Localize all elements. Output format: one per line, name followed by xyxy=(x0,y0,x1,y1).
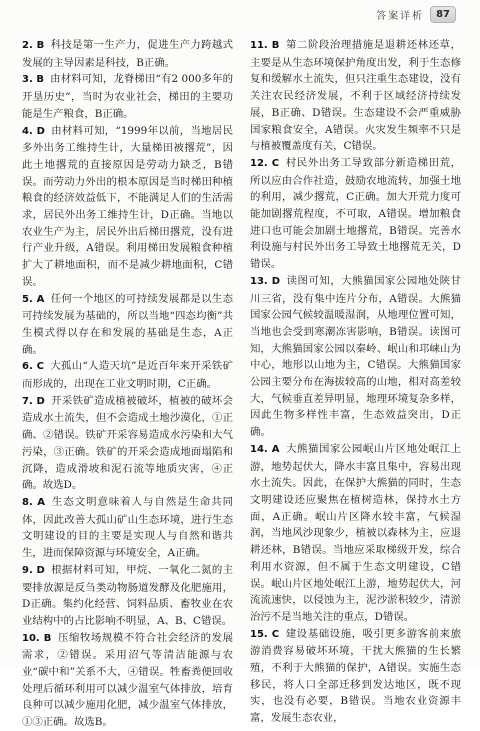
answer-item xyxy=(250,441,461,626)
answer-explanation: 大孤山“人造天坑”是近百年来开采铁矿而形成的，出现在工业文明时期，C正确。 xyxy=(22,360,233,391)
page-header xyxy=(376,5,456,23)
answer-label: 6. C xyxy=(22,361,44,373)
answer-label: 8. A xyxy=(22,496,45,508)
answer-label: 3. B xyxy=(22,74,45,86)
answer-item xyxy=(250,37,461,155)
answer-item xyxy=(22,358,233,392)
answer-item xyxy=(250,626,461,727)
answer-label: 9. D xyxy=(22,564,45,576)
answer-explanation: 开采铁矿造成植被破坏，植被的破坏会造成水土流失，但不会造成土地沙漠化，①正确、②错误。铁矿开采容易造成水污染和大气污染，③正确。铁矿的开采会造成地面塌陷和沉降，造成滑坡和泥石流等地质灾害，④正确。故选D。 xyxy=(22,394,234,492)
answer-item xyxy=(22,71,233,122)
answer-item xyxy=(22,37,233,71)
answer-item xyxy=(250,155,461,273)
answer-label: 7. D xyxy=(22,395,45,407)
answer-explanation: 压缩牧场规模不符合社会经济的发展需求，②错误。采用沼气等清洁能源与农业“碳中和”关系不大，④错误。牲畜粪便回收处理后循环利用可以减少温室气体排放，培育良种可以减少施用化肥，减少温室气体排放，①③正确。故选B。 xyxy=(22,631,233,729)
answer-explanation: 任何一个地区的可持续发展都是以生态可持续发展为基础的，所以当地“四态均衡”共生模式得以存在和发展的基础是生态，A正确。 xyxy=(22,292,234,356)
answer-item xyxy=(250,273,461,441)
left-column xyxy=(22,37,234,729)
answer-explanation: 大熊猫国家公园岷山片区地处岷江上游，地势起伏大，降水丰富且集中，容易出现水土流失。因此，在保护大熊猫的同时，生态文明建设还应聚焦在植树造林，保持水土方面，A正确。岷山片区降水较丰富，气候湿润，当地风沙现象少，植被以森林为主，应退耕还林，B错误。当地应采取梯级开发，综合利用水资源，但不属于生态文明建设，C错误。岷山片区地处岷江上游，地势起伏大，河流流速快，以侵蚀为主，泥沙淤积较少，清淤治污不是当地关注的重点，D错误。 xyxy=(250,442,461,623)
answer-item xyxy=(22,291,233,359)
answer-label: 14. A xyxy=(250,443,280,455)
section-title: 答案详析 xyxy=(376,10,425,22)
answer-explanation: 读图可知，大熊猫国家公园地处陕甘川三省，没有集中连片分布，A错误。大熊猫国家公园气候较温暖湿润，从地理位置可知，当地也会受到寒潮冻害影响，B错误。读图可知，大熊猫国家公园以秦岭、岷山和邛崃山为中心，地形以山地为主，C错误。大熊猫国家公园主要分布在海拔较高的山地，相对高差较大，气候垂直差异明显，地理环境复杂多样，因此生物多样性丰富，生态效益突出，D正确。 xyxy=(250,274,462,439)
answer-explanation: 科技是第一生产力，促进生产力跨越式发展的主导因素是科技，B正确。 xyxy=(22,39,233,69)
answer-label: 11. B xyxy=(250,40,280,51)
right-column xyxy=(250,37,462,725)
answer-explanation: 由材料可知，“1999年以前，当地居民多外出务工维持生计，大量梯田被撂荒”，因此土地撂荒的直接原因是劳动力缺乏，B错误。而劳动力外出的根本原因是当时梯田种植粮食的经济效益低下，不能满足人们的生活需求，居民外出务工维持生计，D正确。当地以农业生产为主，居民外出后梯田撂荒，没有进行产业升级，A错误。利用梯田发展粮食种植扩大了耕地面积，而不是减少耕地面积，C错误。 xyxy=(22,124,233,288)
answer-explanation: 建设基础设施，吸引更多游客前来旅游消费容易破坏环境，干扰大熊猫的生长繁殖，不利于大熊猫的保护，A错误。实施生态移民，将人口全部迁移到发达地区，既不现实，也没有必要，B错误。当地农业资源丰富，发展生态农业， xyxy=(250,627,461,725)
answer-item xyxy=(22,630,233,731)
answer-label: 5. A xyxy=(22,293,45,305)
answer-item xyxy=(22,393,233,494)
answer-label: 13. D xyxy=(250,275,281,287)
answer-explanation: 村民外出务工导致部分新造梯田荒，所以应由合作社造，鼓励农地流转，加强土地的利用，减少撂荒，C正确。加大开荒力度可能加剧撂荒程度，不可取，A错误。增加粮食进口也可能会加剧土地撂荒，B错误。完善水利设施与村民外出务工导致土地撂荒无关，D错误。 xyxy=(250,156,461,271)
answer-item xyxy=(22,123,233,291)
answer-label: 4. D xyxy=(22,125,45,137)
answer-label: 10. B xyxy=(22,632,52,644)
answer-explanation: 由材料可知，龙脊梯田“有2 000多年的开垦历史”，当时为农业社会，梯田的主要功能是生产粮食，B正确。 xyxy=(22,73,233,120)
answer-item xyxy=(22,494,233,562)
answer-explanation: 根据材料可知，甲烷、一氧化二氮的主要排放源是反刍类动物肠道发酵及化肥施用，D正确。集约化经营、饲料品质、畜牧业在农业结构中的占比影响不明显，A、B、C错误。 xyxy=(22,563,234,627)
page-number-badge: 87 xyxy=(430,6,456,23)
answer-label: 2. B xyxy=(22,40,45,51)
answer-label: 15. C xyxy=(250,628,280,640)
answer-item xyxy=(22,562,233,630)
answer-label: 12. C xyxy=(250,157,280,169)
answer-explanation: 第二阶段治理措施是退耕还林还草，主要是从生态环境保护角度出发，利于生态修复和缓解水土流失，但只注重生态建设，没有关注农民经济发展，不利于区域经济持续发展，B正确、D错误。生态建设不会严重威胁国家粮食安全，A错误。火灾发生频率不只是与植被覆盖度有关，C错误。 xyxy=(250,39,461,153)
answer-explanation: 生态文明意味着人与自然是生命共同体，因此改善大孤山矿山生态环境，进行生态文明建设的目的主要是实现人与自然和谐共生，进而保障资源与环境安全，A正确。 xyxy=(22,495,233,560)
